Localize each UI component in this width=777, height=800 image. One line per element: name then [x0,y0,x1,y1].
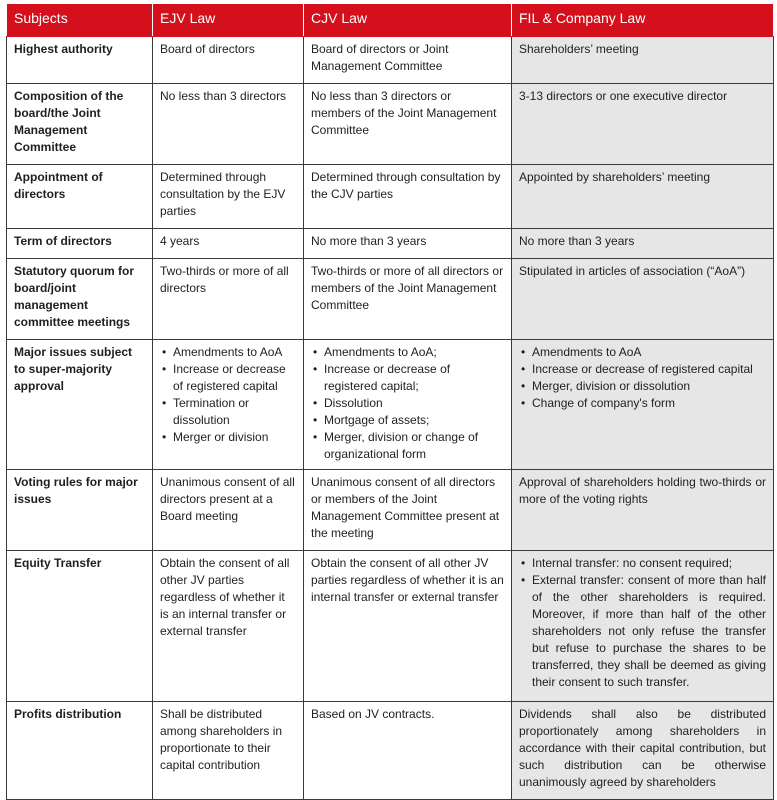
list-item: • Amendments to AoA [160,344,296,361]
fil-cell: Approval of shareholders holding two-thirds or more of the voting rights [512,470,774,551]
table-row [7,165,774,229]
fil-cell [512,340,774,470]
ejv-cell: Two-thirds or more of all directors [153,259,304,340]
bullet-list [311,344,504,463]
bullet-list [519,344,766,412]
ejv-cell: Board of directors [153,37,304,84]
ejv-cell: No less than 3 directors [153,84,304,165]
list-item: • Amendments to AoA; [311,344,504,361]
fil-cell: 3-13 directors or one executive director [512,84,774,165]
cjv-cell: Based on JV contracts. [304,702,512,800]
ejv-cell [153,340,304,470]
table-row [7,702,774,800]
table-row [7,551,774,702]
subject-cell: Equity Transfer [7,551,153,702]
table-row [7,470,774,551]
cjv-cell: Two-thirds or more of all directors or members of the Joint Management Committee [304,259,512,340]
ejv-cell: Shall be distributed among shareholders in proportionate to their capital contribution [153,702,304,800]
comparison-table [6,3,774,800]
list-item: • Merger, division or dissolution [519,378,766,395]
table-row [7,340,774,470]
cjv-cell: No less than 3 directors or members of the Joint Management Committee [304,84,512,165]
header-fil-company-law: FIL & Company Law [512,4,774,37]
list-item: • Mortgage of assets; [311,412,504,429]
header-ejv-law: EJV Law [153,4,304,37]
list-item: • Dissolution [311,395,504,412]
subject-cell: Composition of the board/the Joint Management Committee [7,84,153,165]
subject-cell: Major issues subject to super-majority approval [7,340,153,470]
list-item: • Change of company's form [519,395,766,412]
subject-cell: Statutory quorum for board/joint management committee meetings [7,259,153,340]
header-cjv-law: CJV Law [304,4,512,37]
cjv-cell: Board of directors or Joint Management Committee [304,37,512,84]
list-item: • Increase or decrease of registered capital [160,361,296,395]
list-item: • Increase or decrease of registered capital [519,361,766,378]
table-row [7,229,774,259]
table-row [7,84,774,165]
ejv-cell: Obtain the consent of all other JV parties regardless of whether it is an internal transfer or external transfer [153,551,304,702]
table-row [7,259,774,340]
list-item: • Amendments to AoA [519,344,766,361]
subject-cell: Highest authority [7,37,153,84]
ejv-cell: 4 years [153,229,304,259]
cjv-cell [304,340,512,470]
list-item: • Increase or decrease of registered capital; [311,361,504,395]
fil-cell: Appointed by shareholders’ meeting [512,165,774,229]
list-item: • Internal transfer: no consent required; [519,555,766,572]
list-item: • Termination or dissolution [160,395,296,429]
list-item: • Merger, division or change of organizational form [311,429,504,463]
cjv-cell: Unanimous consent of all directors or members of the Joint Management Committee present at the meeting [304,470,512,551]
header-row [7,4,774,37]
fil-cell: Dividends shall also be distributed proportionately among shareholders in accordance with their capital contribution, but such distribution can be otherwise unanimously agreed by shareholders [512,702,774,800]
fil-cell: Shareholders’ meeting [512,37,774,84]
bullet-list [160,344,296,446]
ejv-cell: Determined through consultation by the EJV parties [153,165,304,229]
list-item: • External transfer: consent of more than half of the other shareholders is required. Moreover, if more than half of the other shareholders not only refuse the transfer but refuse to purchase the shares to be transferred, they shall be deemed as giving their consent to such transfer. [519,572,766,691]
header-subjects: Subjects [7,4,153,37]
list-item: • Merger or division [160,429,296,446]
fil-cell: Stipulated in articles of association (“AoA”) [512,259,774,340]
ejv-cell: Unanimous consent of all directors present at a Board meeting [153,470,304,551]
subject-cell: Profits distribution [7,702,153,800]
fil-cell [512,551,774,702]
cjv-cell: Determined through consultation by the CJV parties [304,165,512,229]
subject-cell: Term of directors [7,229,153,259]
table-row [7,37,774,84]
subject-cell: Appointment of directors [7,165,153,229]
cjv-cell: Obtain the consent of all other JV parties regardless of whether it is an internal transfer or external transfer [304,551,512,702]
bullet-list [519,555,766,691]
cjv-cell: No more than 3 years [304,229,512,259]
fil-cell: No more than 3 years [512,229,774,259]
subject-cell: Voting rules for major issues [7,470,153,551]
